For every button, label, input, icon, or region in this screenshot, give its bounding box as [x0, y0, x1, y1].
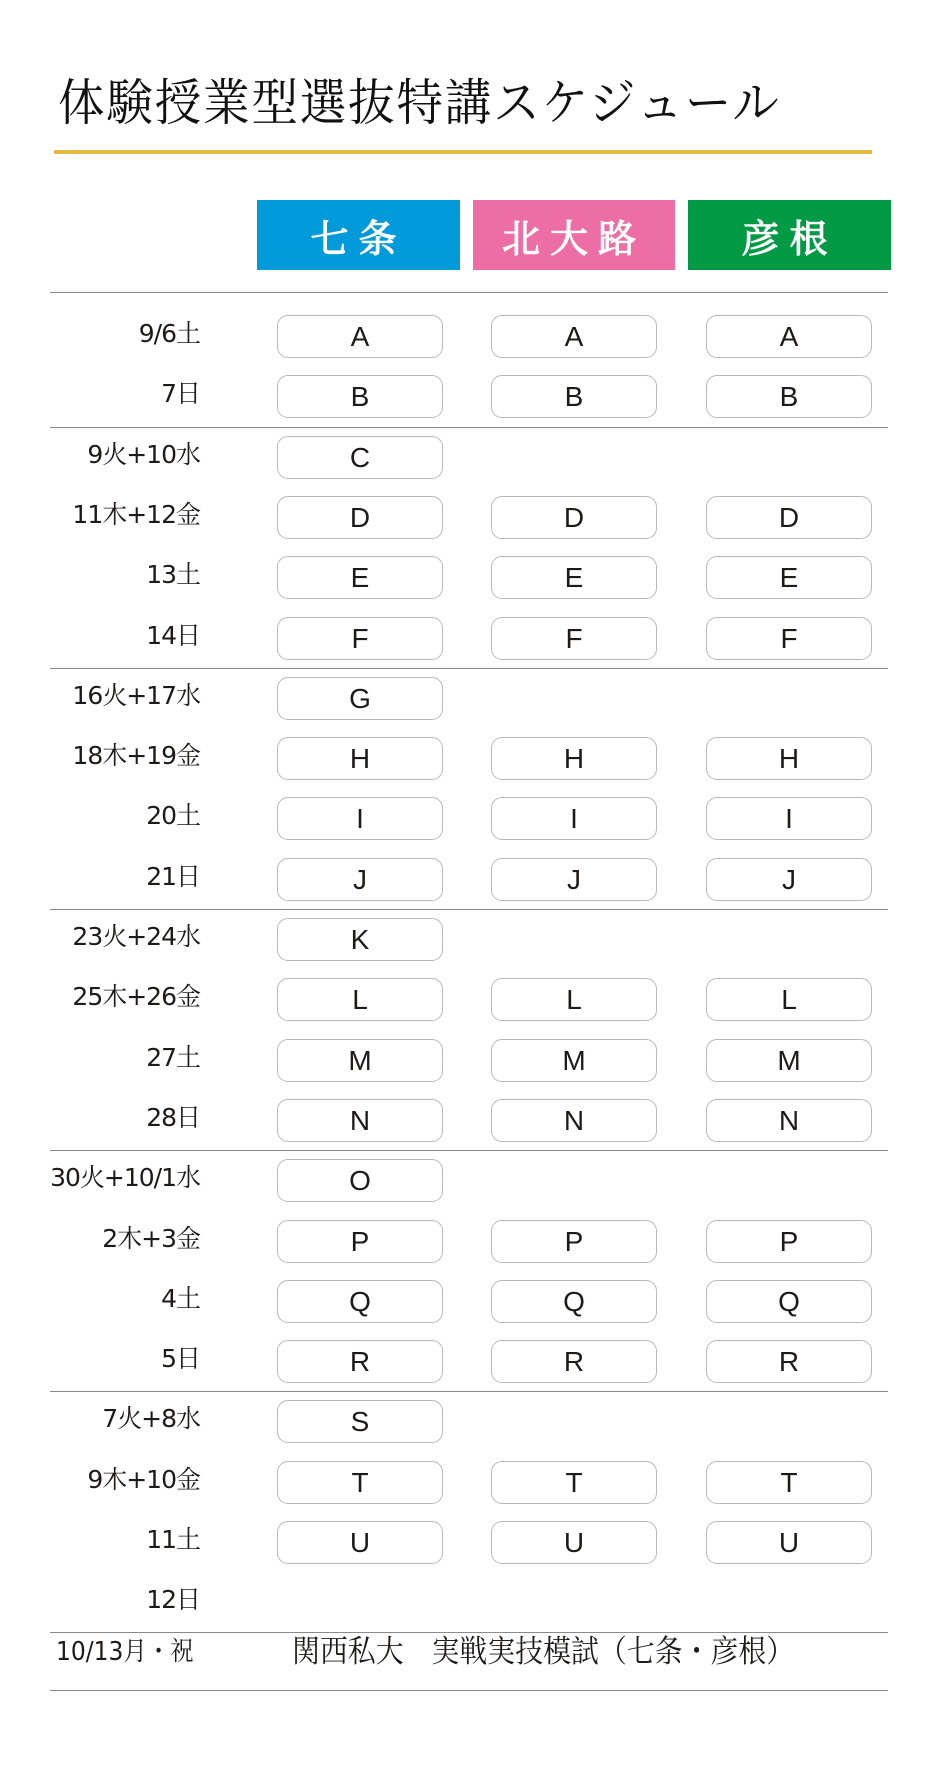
session-slot[interactable]: B — [706, 375, 872, 418]
session-slot[interactable]: D — [491, 496, 657, 539]
column-header-kitaoji: 北大路 — [473, 200, 675, 270]
divider — [50, 292, 888, 293]
row-date: 23火+24水 — [72, 922, 200, 951]
week-divider — [50, 909, 888, 910]
session-slot[interactable]: H — [706, 737, 872, 780]
row-date: 7日 — [161, 379, 200, 408]
footer-bottom-divider — [50, 1690, 888, 1691]
session-slot[interactable]: J — [706, 858, 872, 901]
row-date: 30火+10/1水 — [50, 1163, 200, 1192]
session-slot[interactable]: A — [491, 315, 657, 358]
session-slot[interactable]: B — [491, 375, 657, 418]
row-date: 9/6土 — [138, 319, 200, 348]
week-divider — [50, 1391, 888, 1392]
row-date: 27土 — [146, 1043, 200, 1072]
session-slot[interactable]: E — [706, 556, 872, 599]
session-slot[interactable]: F — [491, 617, 657, 660]
session-slot[interactable]: R — [706, 1340, 872, 1383]
row-date: 9木+10金 — [87, 1465, 200, 1494]
column-header-hikone: 彦根 — [688, 200, 891, 270]
session-slot[interactable]: G — [277, 677, 443, 720]
session-slot[interactable]: U — [277, 1521, 443, 1564]
week-divider — [50, 668, 888, 669]
session-slot[interactable]: H — [277, 737, 443, 780]
row-date: 25木+26金 — [72, 982, 200, 1011]
session-slot[interactable]: Q — [706, 1280, 872, 1323]
session-slot[interactable]: E — [491, 556, 657, 599]
session-slot[interactable]: T — [706, 1461, 872, 1504]
session-slot[interactable]: L — [706, 978, 872, 1021]
session-slot[interactable]: Q — [277, 1280, 443, 1323]
row-date: 14日 — [146, 621, 200, 650]
row-date: 28日 — [146, 1103, 200, 1132]
session-slot[interactable]: L — [491, 978, 657, 1021]
footer-date: 10/13月・祝 — [56, 1637, 194, 1667]
session-slot[interactable]: T — [491, 1461, 657, 1504]
row-date: 7火+8水 — [102, 1404, 200, 1433]
session-slot[interactable]: K — [277, 918, 443, 961]
session-slot[interactable]: A — [706, 315, 872, 358]
session-slot[interactable]: I — [277, 797, 443, 840]
week-divider — [50, 427, 888, 428]
row-date: 5日 — [161, 1344, 200, 1373]
session-slot[interactable]: F — [706, 617, 872, 660]
session-slot[interactable]: L — [277, 978, 443, 1021]
session-slot[interactable]: P — [491, 1220, 657, 1263]
session-slot[interactable]: O — [277, 1159, 443, 1202]
session-slot[interactable]: P — [277, 1220, 443, 1263]
session-slot[interactable]: P — [706, 1220, 872, 1263]
page-title: 体験授業型選抜特講スケジュール — [58, 74, 781, 132]
session-slot[interactable]: I — [706, 797, 872, 840]
session-slot[interactable]: U — [491, 1521, 657, 1564]
row-date: 9火+10水 — [87, 440, 200, 469]
session-slot[interactable]: N — [706, 1099, 872, 1142]
session-slot[interactable]: R — [491, 1340, 657, 1383]
session-slot[interactable]: H — [491, 737, 657, 780]
session-slot[interactable]: R — [277, 1340, 443, 1383]
session-slot[interactable]: E — [277, 556, 443, 599]
session-slot[interactable]: I — [491, 797, 657, 840]
title-underline — [54, 150, 872, 154]
session-slot[interactable]: D — [706, 496, 872, 539]
week-divider — [50, 1150, 888, 1151]
session-slot[interactable]: B — [277, 375, 443, 418]
session-slot[interactable]: A — [277, 315, 443, 358]
row-date: 13土 — [146, 560, 200, 589]
row-date: 4土 — [161, 1284, 200, 1313]
session-slot[interactable]: T — [277, 1461, 443, 1504]
row-date: 20土 — [146, 801, 200, 830]
row-date: 16火+17水 — [72, 681, 200, 710]
row-date: 2木+3金 — [102, 1224, 200, 1253]
session-slot[interactable]: J — [491, 858, 657, 901]
row-date: 18木+19金 — [72, 741, 200, 770]
session-slot[interactable]: M — [706, 1039, 872, 1082]
session-slot[interactable]: F — [277, 617, 443, 660]
session-slot[interactable]: J — [277, 858, 443, 901]
row-date: 12日 — [146, 1585, 200, 1614]
session-slot[interactable]: Q — [491, 1280, 657, 1323]
row-date: 11木+12金 — [72, 500, 200, 529]
session-slot[interactable]: C — [277, 436, 443, 479]
row-date: 21日 — [146, 862, 200, 891]
session-slot[interactable]: U — [706, 1521, 872, 1564]
session-slot[interactable]: D — [277, 496, 443, 539]
column-header-shichijo: 七条 — [257, 200, 460, 270]
footer-event: 関西私大 実戦実技模試（七条・彦根） — [292, 1634, 795, 1670]
row-date: 11土 — [146, 1525, 200, 1554]
session-slot[interactable]: M — [277, 1039, 443, 1082]
session-slot[interactable]: N — [277, 1099, 443, 1142]
session-slot[interactable]: M — [491, 1039, 657, 1082]
session-slot[interactable]: N — [491, 1099, 657, 1142]
session-slot[interactable]: S — [277, 1400, 443, 1443]
